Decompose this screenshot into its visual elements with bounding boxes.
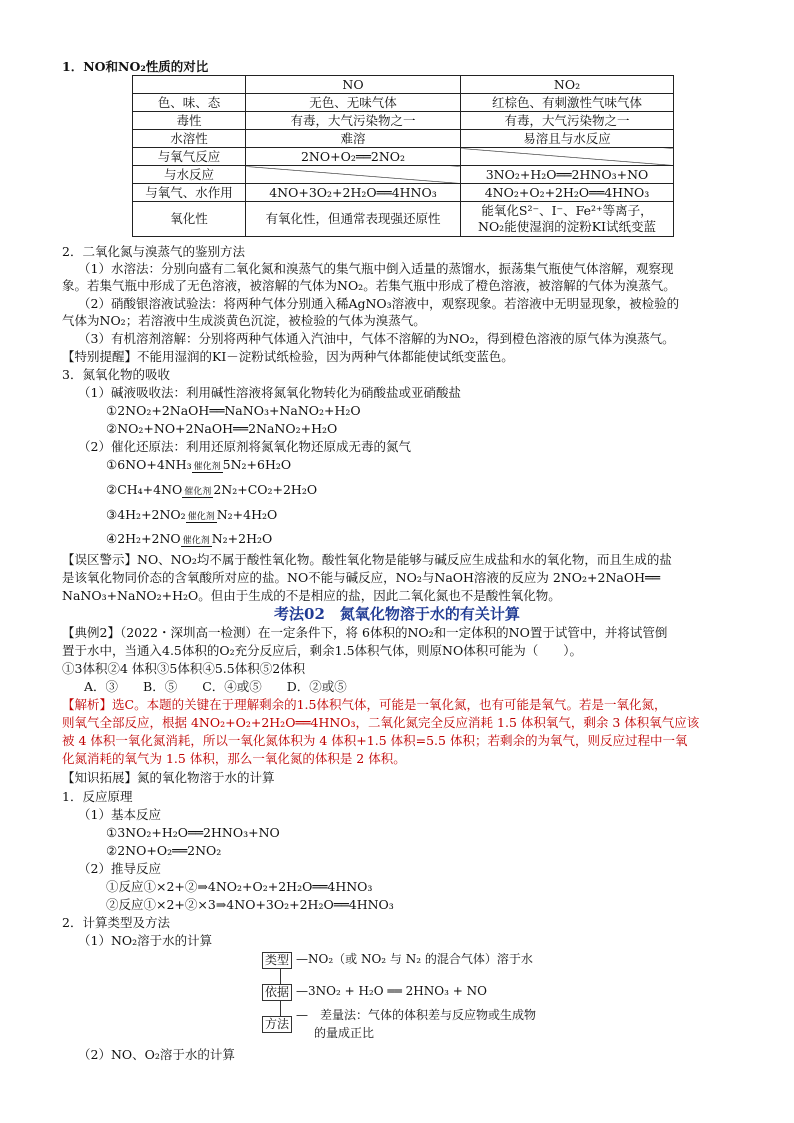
table-cell: 难溶 xyxy=(246,130,461,148)
paragraph: 象。若集气瓶中形成了无色溶液，被溶解的气体为NO₂。若集气瓶中形成了橙色溶液，被溶解的气体为溴蒸气。 xyxy=(62,278,676,293)
table-cell: 氧化性 xyxy=(133,202,246,237)
flow-text-basis: —3NO₂ + H₂O ══ 2HNO₃ + NO xyxy=(296,984,487,998)
subsection-title: 1．反应原理 xyxy=(62,789,133,804)
paragraph: 气体为NO₂；若溶液中生成淡黄色沉淀，被检验的气体为溴蒸气。 xyxy=(62,313,426,328)
equation: ②NO₂+NO+2NaOH══2NaNO₂+H₂O xyxy=(106,421,338,436)
equation xyxy=(106,506,786,523)
flow-box-method: 方法 xyxy=(262,1016,292,1033)
equation-right: 2N₂+CO₂+2H₂O xyxy=(213,482,318,497)
subsection-title: （2）推导反应 xyxy=(78,861,161,876)
catalyst-arrow xyxy=(182,488,213,498)
flow-box-basis: 依据 xyxy=(262,984,292,1001)
analysis-text: 则氧气全部反应，根据 4NO₂+O₂+2H₂O══4HNO₃，二氧化氮完全反应消耗 1.5 体积氧气，剩余 3 体积氧气应该 xyxy=(62,715,700,730)
subsection-title: 2．计算类型及方法 xyxy=(62,915,170,930)
table-cell: 4NO+3O₂+2H₂O══4HNO₃ xyxy=(246,184,461,202)
equation: ①2NO₂+2NaOH══NaNO₃+NaNO₂+H₂O xyxy=(106,403,361,418)
catalyst-arrow xyxy=(186,513,217,523)
catalyst-arrow xyxy=(181,537,212,547)
analysis-text: 【解析】选C。本题的关键在于理解剩余的1.5体积气体，可能是一氧化氮，也有可能是氧气。若是一氧化氮， xyxy=(62,697,667,712)
table-cell: 与水反应 xyxy=(133,166,246,184)
comparison-table xyxy=(132,75,674,237)
table-header-cell: NO₂ xyxy=(461,76,674,94)
equation-right: 5N₂+6H₂O xyxy=(222,457,292,472)
equation-right: N₂+2H₂O xyxy=(211,531,273,546)
analysis-text: 被 4 体积一氧化氮消耗，所以一氧化氮体积为 4 体积+1.5 体积=5.5 体积；若剩余的为氧气，则反应过程中一氧 xyxy=(62,733,688,748)
flow-text-method-2: 的量成正比 xyxy=(314,1026,375,1040)
equation: ②反应①×2+②×3⇒4NO+3O₂+2H₂O══4HNO₃ xyxy=(106,897,394,912)
table-cell: 有毒，大气污染物之一 xyxy=(461,112,674,130)
section-3-title: 3．氮氧化物的吸收 xyxy=(62,367,170,382)
table-cell: 与氧气、水作用 xyxy=(133,184,246,202)
flow-box-type: 类型 xyxy=(262,952,292,969)
flow-text-method: — 差量法：气体的体积差与反应物或生成物 xyxy=(296,1008,537,1022)
table-cell: 有毒，大气污染物之一 xyxy=(246,112,461,130)
table-cell: 水溶性 xyxy=(133,130,246,148)
table-cell: 有氧化性，但通常表现强还原性 xyxy=(246,202,461,237)
paragraph: （1）碱液吸收法：利用碱性溶液将氮氧化物转化为硝酸盐或亚硝酸盐 xyxy=(78,385,461,400)
paragraph: （2）硝酸银溶液试验法：将两种气体分别通入稀AgNO₃溶液中，观察现象。若溶液中无明显现象，被检验的 xyxy=(78,296,680,311)
equation-left: ③4H₂+2NO₂ xyxy=(106,507,186,522)
example-question: 【典例2】（2022・深圳高一检测）在一定条件下，将 6体积的NO₂和一定体积的NO置于试管中，并将试管倒 xyxy=(62,625,668,640)
table-cell-line: 能氧化S²⁻、I⁻、Fe²⁺等离子， xyxy=(481,203,653,218)
table-cell: 红棕色、有刺激性气味气体 xyxy=(461,94,674,112)
equation: ②2NO+O₂══2NO₂ xyxy=(106,843,222,858)
table-row xyxy=(133,184,674,202)
answer-choices: A．③ B．⑤ C．④或⑤ D．②或⑤ xyxy=(84,679,347,694)
table-cell-line: NO₂能使湿润的淀粉KI试纸变蓝 xyxy=(478,219,656,234)
paragraph: （1）水溶法：分别向盛有二氧化氮和溴蒸气的集气瓶中倒入适量的蒸馏水，振荡集气瓶使气体溶解，观察现 xyxy=(78,261,674,276)
catalyst-label: 催化剂 xyxy=(193,462,221,472)
special-tip: 【特别提醒】不能用湿润的KI－淀粉试纸检验，因为两种气体都能使试纸变蓝色。 xyxy=(62,349,514,364)
example-options: ①3体积②4 体积③5体积④5.5体积⑤2体积 xyxy=(62,661,306,676)
catalyst-label: 催化剂 xyxy=(187,512,215,522)
catalyst-label: 催化剂 xyxy=(182,536,210,546)
table-row xyxy=(133,166,674,184)
table-header-cell: NO xyxy=(246,76,461,94)
table-row xyxy=(133,112,674,130)
section-2-title: 2．二氧化氮与溴蒸气的鉴别方法 xyxy=(62,244,245,259)
analysis-text: 化氮消耗的氧气为 1.5 体积，那么一氧化氮的体积是 2 体积。 xyxy=(62,751,406,766)
warning-note: NaNO₃+NaNO₂+H₂O。但由于生成的不是相应的盐，因此二氧化氮也不是酸性氧化物。 xyxy=(62,588,561,603)
knowledge-extension-title: 【知识拓展】氮的氧化物溶于水的计算 xyxy=(62,770,275,785)
table-cell: 易溶且与水反应 xyxy=(461,130,674,148)
table-cell-diagonal xyxy=(246,166,461,184)
equation-left: ④2H₂+2NO xyxy=(106,531,181,546)
table-cell: 4NO₂+O₂+2H₂O══4HNO₃ xyxy=(461,184,674,202)
table-row xyxy=(133,130,674,148)
paragraph: （3）有机溶剂溶解：分别将两种气体通入汽油中，气体不溶解的为NO₂，得到橙色溶液的原气体为溴蒸气。 xyxy=(78,331,675,346)
table-cell: 色、味、态 xyxy=(133,94,246,112)
table-cell: 3NO₂+H₂O══2HNO₃+NO xyxy=(461,166,674,184)
subsection-title: （1）NO₂溶于水的计算 xyxy=(78,933,213,948)
section-title-method-02: 考法02 氮氧化物溶于水的有关计算 xyxy=(274,605,520,623)
method-flow-diagram xyxy=(262,950,592,1040)
warning-note: 是该氧化物同价态的含氧酸所对应的盐。NO不能与碱反应，NO₂与NaOH溶液的反应为 2NO₂+2NaOH══ xyxy=(62,570,661,585)
table-cell: 2NO+O₂══2NO₂ xyxy=(246,148,461,166)
table-header-cell xyxy=(133,76,246,94)
table-row xyxy=(133,202,674,237)
table-header-row xyxy=(133,76,674,94)
equation: ①3NO₂+H₂O══2HNO₃+NO xyxy=(106,825,280,840)
table-cell: 无色、无味气体 xyxy=(246,94,461,112)
subsection-title: （1）基本反应 xyxy=(78,807,161,822)
warning-note: 【误区警示】NO、NO₂均不属于酸性氧化物。酸性氧化物是能够与碱反应生成盐和水的氧化物，而且生成的盐 xyxy=(62,552,672,567)
equation xyxy=(106,481,786,498)
equation: ①反应①×2+②⇒4NO₂+O₂+2H₂O══4HNO₃ xyxy=(106,879,373,894)
catalyst-label: 催化剂 xyxy=(184,487,212,497)
example-question: 置于水中，当通入4.5体积的O₂充分反应后，剩余1.5体积气体，则原NO体积可能为（ ）。 xyxy=(62,643,582,658)
equation xyxy=(106,456,786,473)
table-cell-diagonal xyxy=(461,148,674,166)
equation-right: N₂+4H₂O xyxy=(216,507,278,522)
table-cell xyxy=(461,202,674,237)
equation-left: ①6NO+4NH₃ xyxy=(106,457,192,472)
flow-text-type: —NO₂（或 NO₂ 与 N₂ 的混合气体）溶于水 xyxy=(296,952,533,966)
equation xyxy=(106,530,786,547)
paragraph: （2）催化还原法：利用还原剂将氮氧化物还原成无毒的氮气 xyxy=(78,439,411,454)
equation-left: ②CH₄+4NO xyxy=(106,482,183,497)
table-cell: 与氧气反应 xyxy=(133,148,246,166)
subsection-title: （2）NO、O₂溶于水的计算 xyxy=(78,1047,235,1062)
table-row xyxy=(133,94,674,112)
catalyst-arrow xyxy=(192,463,223,473)
table-cell: 毒性 xyxy=(133,112,246,130)
section-1-title: 1．NO和NO₂性质的对比 xyxy=(62,59,209,74)
table-row xyxy=(133,148,674,166)
